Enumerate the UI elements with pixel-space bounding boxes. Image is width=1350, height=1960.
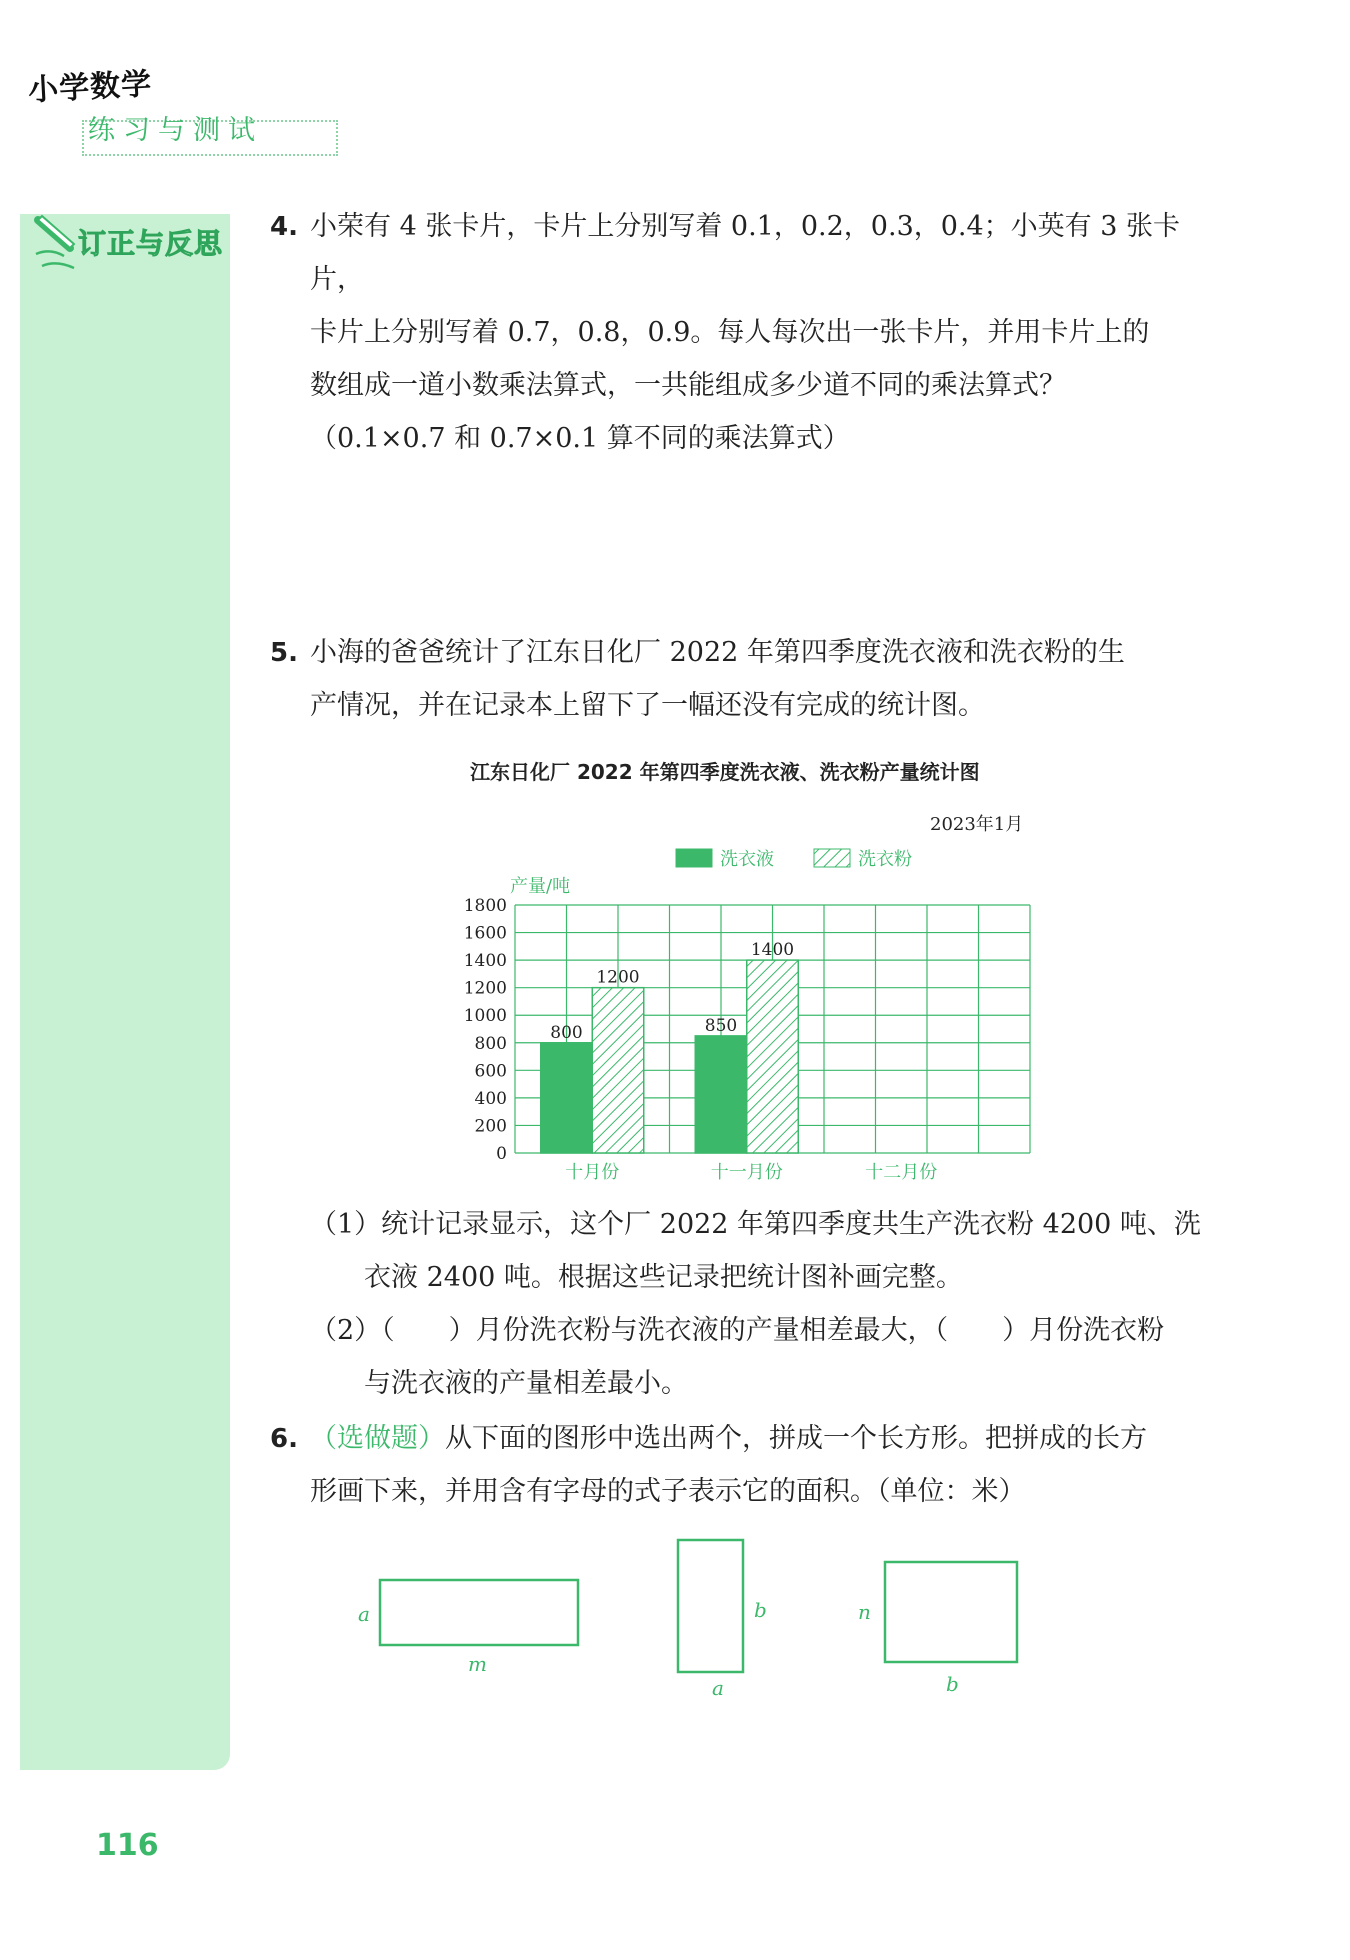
question-5-sub2-line: （2）（ ）月份洗衣粉与洗衣液的产量相差最大，（ ）月份洗衣粉	[310, 1315, 1165, 1346]
chart-title: 江东日化厂 2022 年第四季度洗衣液、洗衣粉产量统计图	[470, 760, 980, 784]
y-tick-label: 1800	[463, 896, 507, 916]
x-category-label: 十二月份	[865, 1162, 938, 1183]
y-tick-label: 1600	[463, 923, 507, 944]
question-4-line: （0.1×0.7 和 0.7×0.1 算不同的乘法算式）	[310, 423, 850, 454]
shape-figures	[340, 1525, 1060, 1705]
rectangle-a-by-m	[380, 1580, 578, 1645]
y-tick-label: 1200	[463, 978, 507, 999]
question-5-sub1-line: 衣液 2400 吨。根据这些记录把统计图补画完整。	[364, 1262, 963, 1293]
shape-label: a	[712, 1676, 724, 1700]
question-4-line: 数组成一道小数乘法算式，一共能组成多少道不同的乘法算式？	[310, 370, 1066, 401]
y-axis-label: 产量/吨	[510, 876, 571, 897]
question-5-line: 小海的爸爸统计了江东日化厂 2022 年第四季度洗衣液和洗衣粉的生	[310, 637, 1125, 668]
question-5-number: 5.	[270, 638, 298, 668]
y-tick-label: 800	[474, 1033, 507, 1054]
bar-value-label: 1200	[596, 967, 640, 988]
legend-swatch-solid	[676, 849, 712, 867]
y-tick-label: 0	[496, 1144, 507, 1164]
question-4-line: 卡片上分别写着 0.7，0.8，0.9。每人每次出一张卡片，并用卡片上的	[310, 317, 1150, 348]
bar-chart	[430, 830, 1070, 1200]
legend-swatch-hatched	[814, 849, 850, 867]
correction-sidebar	[20, 214, 230, 1770]
optional-tag: （选做题）	[310, 1423, 445, 1454]
rectangle-b-by-n	[885, 1562, 1017, 1662]
question-4-text	[310, 200, 1215, 465]
legend-label: 洗衣粉	[858, 849, 912, 870]
question-6-line: 形画下来，并用含有字母的式子表示它的面积。（单位：米）	[310, 1476, 1026, 1507]
bar-value-label: 1400	[750, 940, 795, 961]
y-tick-label: 1000	[463, 1006, 507, 1027]
bar-value-label: 850	[704, 1015, 738, 1036]
y-tick-label: 400	[474, 1088, 507, 1109]
question-5-sub1	[310, 1198, 1215, 1304]
y-tick-label: 600	[474, 1061, 507, 1082]
shape-label: b	[946, 1672, 959, 1696]
sidebar-label: 订正与反思	[78, 227, 224, 260]
shape-label: a	[358, 1602, 370, 1626]
chart-date: 2023年1月	[930, 814, 1024, 835]
question-5-sub2	[310, 1304, 1215, 1410]
bar-solid	[695, 1036, 747, 1153]
legend-label: 洗衣液	[720, 849, 774, 870]
question-6-text	[310, 1412, 1215, 1518]
page-number: 116	[96, 1828, 159, 1863]
question-6-line-rest: 从下面的图形中选出两个，拼成一个长方形。把拼成的长方	[445, 1423, 1147, 1454]
question-5-sub1-line: （1）统计记录显示，这个厂 2022 年第四季度共生产洗衣粉 4200 吨、洗	[310, 1209, 1201, 1240]
bar-hatched	[747, 960, 799, 1153]
question-5-text	[310, 626, 1215, 732]
bar-value-label: 800	[550, 1022, 583, 1043]
series-subtitle: 练习与测试	[88, 115, 263, 146]
question-5-sub2-line: 与洗衣液的产量相差最小。	[364, 1368, 688, 1399]
y-tick-label: 200	[474, 1116, 507, 1137]
question-5-line: 产情况，并在记录本上留下了一幅还没有完成的统计图。	[310, 690, 985, 721]
question-6-line	[310, 1412, 1215, 1465]
chart-legend	[676, 849, 912, 870]
shape-label: m	[468, 1652, 487, 1676]
bar-hatched	[592, 988, 644, 1153]
series-title: 小学数学	[27, 66, 154, 109]
question-4-number: 4.	[270, 212, 298, 242]
shape-label: b	[754, 1598, 767, 1622]
bar-solid	[541, 1043, 593, 1153]
question-4-line: 小荣有 4 张卡片，卡片上分别写着 0.1，0.2，0.3，0.4；小英有 3 张卡片，	[310, 211, 1181, 295]
rectangle-a-by-b	[678, 1540, 743, 1672]
question-6-number: 6.	[270, 1424, 298, 1454]
x-category-label: 十一月份	[710, 1162, 783, 1183]
y-tick-label: 1400	[463, 951, 507, 972]
x-category-label: 十月份	[565, 1162, 620, 1183]
shape-label: n	[858, 1600, 871, 1624]
